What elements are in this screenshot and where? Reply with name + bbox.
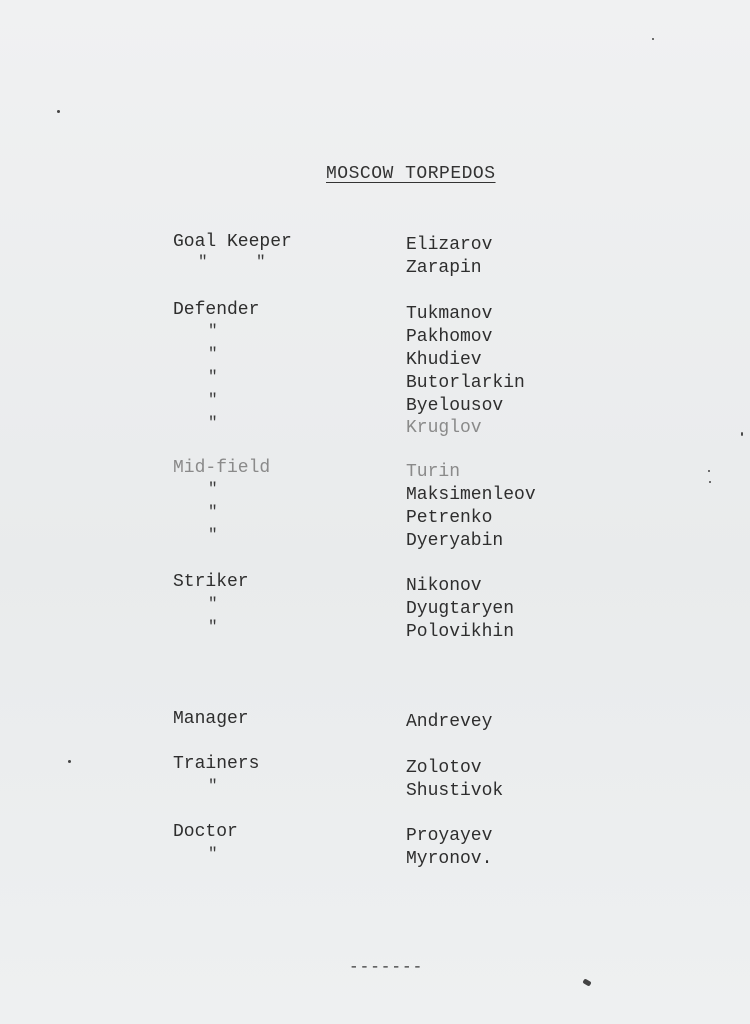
ditto-mark: " [208,777,218,795]
ditto-mark: " [208,845,218,863]
ditto-mark: " [208,503,218,521]
paper-speck [741,432,743,436]
footer-dashes: ------- [349,958,424,976]
paper-speck [57,110,60,113]
ditto-mark: " [208,595,218,613]
player-name: Petrenko [406,508,493,528]
player-name: Byelousov [406,396,504,416]
ditto-mark: " [208,618,218,636]
role-goal-keeper: Goal Keeper [173,232,292,252]
role-manager: Manager [173,709,249,729]
role-trainers: Trainers [173,754,260,774]
player-name: Zarapin [406,258,482,278]
document-title: MOSCOW TORPEDOS [326,164,496,184]
player-name: Khudiev [406,350,482,370]
staff-name: Myronov. [406,849,493,869]
player-name: Tukmanov [406,304,493,324]
ditto-mark: " [208,322,218,340]
role-doctor: Doctor [173,822,238,842]
player-name: Dyugtaryen [406,599,515,619]
paper-speck [68,760,71,763]
paper-speck [652,38,654,40]
ditto-mark: " [208,480,218,498]
paper-speck [709,481,711,483]
ditto-mark: " [208,526,218,544]
ditto-mark: " [208,345,218,363]
player-name: Dyeryabin [406,531,504,551]
ditto-mark: " [256,253,266,271]
player-name: Kruglov [406,418,482,438]
role-striker: Striker [173,572,249,592]
paper-speck [582,978,591,986]
ditto-mark: " [208,414,218,432]
player-name: Elizarov [406,235,493,255]
staff-name: Shustivok [406,781,504,801]
role-mid-field: Mid-field [173,458,271,478]
player-name: Maksimenleov [406,485,536,505]
player-name: Pakhomov [406,327,493,347]
role-defender: Defender [173,300,260,320]
staff-name: Proyayev [406,826,493,846]
player-name: Butorlarkin [406,373,525,393]
player-name: Nikonov [406,576,482,596]
ditto-mark: " [208,391,218,409]
ditto-mark: " [198,253,208,271]
staff-name: Zolotov [406,758,482,778]
player-name: Turin [406,462,461,482]
paper-speck [708,470,710,472]
staff-name: Andrevey [406,712,493,732]
ditto-mark: " [208,368,218,386]
player-name: Polovikhin [406,622,515,642]
